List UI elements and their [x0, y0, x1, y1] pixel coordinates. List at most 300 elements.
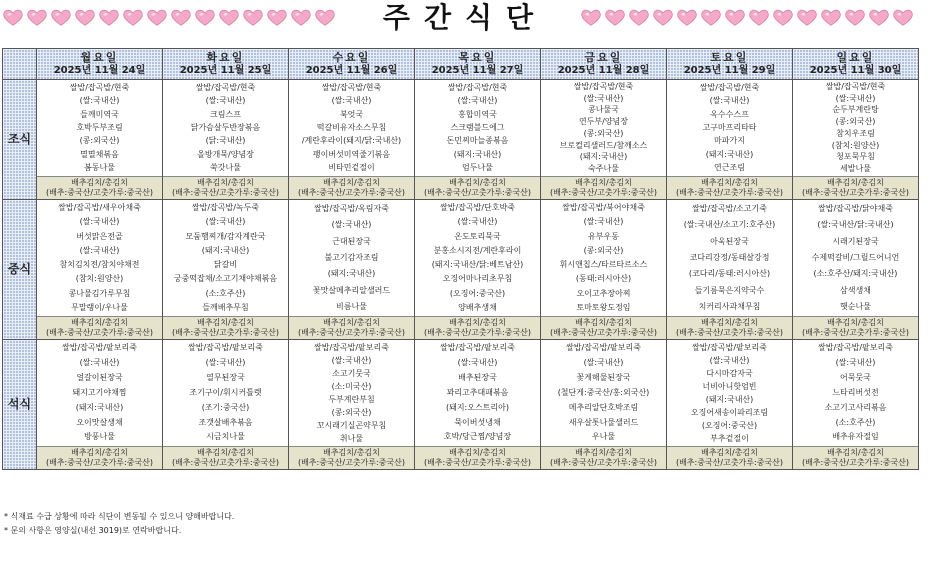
menu-item: 온도토리묵국 [454, 231, 501, 241]
kimchi-text: (배추:중국산/고춧가루:중국산) [675, 458, 784, 467]
kimchi-row [289, 446, 414, 469]
menu-item: (콩:외국산) [583, 245, 624, 255]
kimchi-text: (배추:중국산/고춧가루:중국산) [45, 458, 154, 467]
menu-item: 쌀밥/잡곡밥/팥보리죽 [62, 343, 137, 353]
menu-cell [793, 80, 919, 200]
heart-icon [892, 6, 914, 28]
heart-icon [26, 6, 48, 28]
kimchi-row [667, 446, 792, 469]
menu-item: 쌀밥/잡곡밥/옥림자죽 [314, 204, 389, 214]
menu-item: (쌀:국내산) [583, 93, 624, 103]
menu-item: 코다리강정/동태살강정 [689, 252, 770, 262]
menu-item: (돼지:국내산) [579, 152, 628, 162]
menu-items [541, 80, 666, 176]
day-date: 2025년 11월 28일 [557, 65, 650, 76]
menu-item: 고구마프리타타 [702, 122, 757, 132]
menu-items [289, 80, 414, 176]
day-header-2 [289, 49, 415, 80]
menu-item: 멸멸채볶음 [80, 149, 119, 159]
menu-item: 메추리알단호박조림 [568, 402, 639, 412]
heart-icon [772, 6, 794, 28]
menu-item: (코다리/동태:러시아산) [688, 269, 771, 279]
menu-item: (쌀:국내산) [331, 220, 372, 230]
menu-item: 비름나물 [336, 301, 367, 311]
menu-cell [667, 340, 793, 470]
kimchi-row [541, 176, 666, 199]
day-date: 2025년 11월 25일 [179, 65, 272, 76]
menu-item: 들깨미역국 [80, 109, 119, 119]
menu-cell [163, 200, 289, 340]
menu-item: 쌀밥/잡곡밥/소고기죽 [692, 204, 767, 214]
menu-item: 궁중떡잡채/소고기채야채볶음 [173, 274, 278, 284]
menu-item: 쑥갓나물 [210, 163, 241, 173]
menu-item: (돼지:국내산) [705, 394, 754, 404]
meal-label: 석식 [7, 396, 32, 411]
menu-items [289, 200, 414, 316]
menu-items [163, 340, 288, 446]
meal-row-1 [3, 200, 919, 340]
menu-item: (돼지:국내산) [453, 149, 502, 159]
meal-label: 중식 [7, 261, 32, 276]
kimchi-text: (배추:중국산/고춧가루:중국산) [549, 328, 658, 337]
kimchi-text: (배추:중국산/고춧가루:중국산) [675, 188, 784, 197]
kimchi-text: (배추:중국산/고춧가루:중국산) [801, 458, 910, 467]
menu-item: 연두부/양념장 [578, 117, 629, 127]
menu-cell [541, 200, 667, 340]
menu-item: 너비아니핫엄빈 [702, 381, 757, 391]
kimchi-text: (배추:중국산/고춧가루:중국산) [297, 188, 406, 197]
meal-label: 조식 [7, 131, 32, 146]
kimchi-text: 배추김치/총김치 [323, 448, 380, 457]
kimchi-text: 배추김치/총김치 [701, 318, 758, 327]
menu-item: 근대된장국 [332, 236, 371, 246]
menu-item: 콩나물국 [588, 105, 619, 115]
kimchi-text: 배추김치/총김치 [827, 318, 884, 327]
menu-item: (콩:외국산) [835, 117, 876, 127]
menu-item: 쌀밥/잡곡밥/현죽 [447, 82, 508, 92]
menu-items [163, 200, 288, 316]
menu-item: (쌀:국내산) [835, 93, 876, 103]
kimchi-text: 배추김치/총김치 [323, 178, 380, 187]
heart-icon [844, 6, 866, 28]
menu-item: (쌀:국내산) [331, 96, 372, 106]
heart-icon [724, 6, 746, 28]
menu-item: (쌀:국내산) [205, 96, 246, 106]
menu-item: 마파가지 [714, 136, 745, 146]
menu-item: 분홍소시지전/계란후라이 [433, 245, 522, 255]
menu-item: 쌀밥/잡곡밥/현죽 [69, 82, 130, 92]
kimchi-text: 배추김치/총김치 [197, 178, 254, 187]
day-name: 금요일 [584, 51, 623, 64]
heart-icon [676, 6, 698, 28]
kimchi-text: 배추김치/총김치 [575, 178, 632, 187]
kimchi-row [289, 176, 414, 199]
menu-item: 들깨배추무침 [202, 302, 249, 312]
kimchi-text: 배추김치/총김치 [827, 178, 884, 187]
heart-icon [314, 6, 336, 28]
heart-icon [868, 6, 890, 28]
menu-item: (쌀:국내산) [709, 96, 750, 106]
kimchi-text: 배추김치/총김치 [827, 448, 884, 457]
menu-item: 꽃게해물된장국 [576, 373, 631, 383]
menu-item: (동태:러시아산) [575, 274, 632, 284]
kimchi-row [793, 176, 918, 199]
menu-item: 호박/당근찜/양념장 [443, 432, 512, 442]
menu-item: (참치:원양산) [75, 274, 124, 284]
menu-cell [289, 340, 415, 470]
menu-items [793, 340, 918, 446]
page-title: 주간식단 [382, 1, 548, 34]
menu-item: 닭가슴살두반장볶음 [190, 122, 261, 132]
menu-item: 돈민찌마늘종볶음 [446, 136, 509, 146]
kimchi-text: 배추김치/총김치 [575, 318, 632, 327]
kimchi-row [415, 446, 540, 469]
menu-item: 꽃맛살메추리알샐러드 [312, 285, 391, 295]
day-name: 목요일 [458, 51, 497, 64]
menu-item: 북엇국 [339, 109, 364, 119]
kimchi-row [793, 316, 918, 339]
kimchi-text: 배추김치/총김치 [197, 318, 254, 327]
menu-cell [667, 200, 793, 340]
menu-item: 엄두나물 [462, 163, 493, 173]
menu-item: 쌀밥/잡곡밥/현죽 [573, 81, 634, 91]
kimchi-text: (배추:중국산/고춧가루:중국산) [423, 188, 532, 197]
heart-icon [170, 6, 192, 28]
kimchi-text: (배추:중국산/고춧가루:중국산) [171, 188, 280, 197]
day-header-5 [667, 49, 793, 80]
menu-item: (오징어:중국산) [449, 288, 506, 298]
kimchi-row [163, 316, 288, 339]
heart-icon [194, 6, 216, 28]
menu-item: 시래기된장국 [832, 236, 879, 246]
heart-icon [748, 6, 770, 28]
kimchi-text: (배추:중국산/고춧가루:중국산) [171, 328, 280, 337]
menu-item: 브로컬리샐러드/참깨소스 [559, 140, 648, 150]
kimchi-text: (배추:중국산/고춧가루:중국산) [297, 458, 406, 467]
menu-item: 양배추생채 [458, 302, 497, 312]
kimchi-text: 배추김치/총김치 [449, 448, 506, 457]
menu-item: 쌀밥/잡곡밥/팥보리죽 [818, 343, 893, 353]
menu-item: 오이맛살생채 [76, 417, 123, 427]
kimchi-text: 배추김치/총김치 [701, 178, 758, 187]
menu-item: 방풍나물 [84, 432, 115, 442]
kimchi-text: 배추김치/총김치 [449, 318, 506, 327]
menu-item: (소:호주산/돼지:국내산) [813, 269, 898, 279]
kimchi-text: (배추:중국산/고춧가루:중국산) [171, 458, 280, 467]
menu-item: 쌀밥/잡곡밥/현죽 [321, 82, 382, 92]
kimchi-row [289, 316, 414, 339]
menu-item: (조기:중국산) [201, 402, 250, 412]
menu-item: 스크램블드에그 [450, 122, 505, 132]
heart-icon [266, 6, 288, 28]
kimchi-text: (배추:중국산/고춧가루:중국산) [297, 328, 406, 337]
menu-item: 취나물 [339, 433, 364, 443]
menu-item: (철단게:중국산/홍:외국산) [557, 387, 650, 397]
menu-item: (쌀:국내산) [457, 358, 498, 368]
menu-item: (콩:외국산) [583, 128, 624, 138]
menu-items [37, 340, 162, 446]
day-date: 2025년 11월 29일 [683, 65, 776, 76]
meal-row-0 [3, 80, 919, 200]
day-name: 화요일 [206, 51, 245, 64]
menu-item: (쌀:국내산/닭:국내산) [817, 220, 894, 230]
menu-items [667, 80, 792, 176]
day-date: 2025년 11월 30일 [809, 65, 902, 76]
day-name: 일요일 [836, 51, 875, 64]
menu-item: 떡갈비유자소스무침 [316, 122, 387, 132]
day-name: 수요일 [332, 51, 371, 64]
menu-items [793, 200, 918, 316]
menu-item: 호박두부조림 [76, 122, 123, 132]
kimchi-row [793, 446, 918, 469]
menu-item: (돼지:국내산) [327, 269, 376, 279]
footer-notes [4, 510, 234, 538]
menu-item: 청포묵무침 [836, 152, 875, 162]
menu-item: 아욱된장국 [710, 236, 749, 246]
menu-item: 돼지고기야채찜 [72, 387, 127, 397]
menu-item: (돼지:오스트리아) [445, 402, 510, 412]
menu-item: 봄동나물 [84, 163, 115, 173]
heart-icon [242, 6, 264, 28]
menu-item: 오징어마나리초무침 [442, 274, 513, 284]
menu-item: 홍합미역국 [458, 109, 497, 119]
menu-item: 휘시앤칩스/타르타르소스 [559, 260, 648, 270]
heart-icon [74, 6, 96, 28]
menu-cell [415, 200, 541, 340]
menu-item: 세발나물 [840, 164, 871, 174]
menu-item: 소고기고사리볶음 [824, 402, 887, 412]
kimchi-text: (배추:중국산/고춧가루:중국산) [423, 458, 532, 467]
menu-items [415, 80, 540, 176]
menu-item: 쌀밥/잡곡밥/녹두죽 [191, 203, 260, 213]
menu-items [541, 200, 666, 316]
kimchi-row [415, 176, 540, 199]
heart-icon [122, 6, 144, 28]
heart-icon [652, 6, 674, 28]
menu-item: 올방개묵/양념장 [197, 149, 254, 159]
menu-items [415, 200, 540, 316]
heart-icon [604, 6, 626, 28]
menu-item: (콩:외국산) [331, 407, 372, 417]
menu-item: (쌀:국내산) [79, 217, 120, 227]
menu-item: (돼지:국내산) [201, 245, 250, 255]
menu-items [37, 200, 162, 316]
kimchi-row [37, 176, 162, 199]
menu-item: 쌀밥/잡곡밥/현죽 [825, 81, 886, 91]
menu-item: 오이고추장아찌 [576, 288, 631, 298]
meal-label-cell [3, 340, 37, 470]
menu-item: 어묵뭇국 [840, 373, 871, 383]
heart-decoration-right [580, 6, 914, 34]
menu-item: 닭갈비 [213, 260, 238, 270]
day-name: 토요일 [710, 51, 749, 64]
menu-item: (쌀:국내산) [457, 217, 498, 227]
menu-item: 순두부계란탕 [832, 105, 879, 115]
heart-decoration-left [2, 6, 336, 34]
menu-item: 조기구이/휘시커틀렛 [189, 387, 262, 397]
kimchi-row [415, 316, 540, 339]
menu-item: (참치:원양산) [831, 140, 880, 150]
kimchi-row [667, 176, 792, 199]
heart-icon [146, 6, 168, 28]
kimchi-text: 배추김치/총김치 [323, 318, 380, 327]
menu-item: (쌀:국내산) [79, 96, 120, 106]
kimchi-row [541, 446, 666, 469]
menu-item: 배추유자절임 [832, 432, 879, 442]
meal-row-2 [3, 340, 919, 470]
menu-item: 쌀밥/잡곡밥/새우아채죽 [58, 203, 141, 213]
menu-item: (돼지:국내산) [75, 402, 124, 412]
menu-cell [163, 80, 289, 200]
menu-item: 쌀밥/잡곡밥/팥보리죽 [566, 343, 641, 353]
menu-item: 치커리사과채무침 [698, 301, 761, 311]
menu-cell [415, 80, 541, 200]
menu-item: 옥수수스프 [710, 109, 749, 119]
menu-item: 쌀밥/잡곡밥/현죽 [195, 82, 256, 92]
menu-item: 쌀밥/잡곡밥/닭야채죽 [818, 204, 893, 214]
menu-item: 새우살톳나물샐러드 [568, 417, 639, 427]
kimchi-text: 배추김치/총김치 [575, 448, 632, 457]
menu-item: 크림스프 [210, 109, 241, 119]
menu-cell [793, 200, 919, 340]
kimchi-text: 배추김치/총김치 [449, 178, 506, 187]
meal-label-cell [3, 200, 37, 340]
menu-item: 참치우조림 [836, 128, 875, 138]
menu-items [667, 200, 792, 316]
menu-item: 시금치나물 [206, 432, 245, 442]
menu-item: 우나물 [591, 432, 616, 442]
menu-item: 묵이버섯냉채 [454, 417, 501, 427]
menu-item: 쌀밥/잡곡밥/북어야채죽 [562, 203, 645, 213]
heart-icon [50, 6, 72, 28]
heart-icon [98, 6, 120, 28]
menu-item: (쌀:국내산) [79, 358, 120, 368]
menu-item: 팽이버섯미역줄기볶음 [312, 149, 391, 159]
menu-item: 콩나물김가루무침 [68, 288, 131, 298]
menu-cell [289, 200, 415, 340]
menu-cell [37, 200, 163, 340]
kimchi-text: 배추김치/총김치 [701, 448, 758, 457]
menu-items [289, 340, 414, 446]
menu-item: (돼지:국내산) [705, 149, 754, 159]
menu-item: 들기름묵은지약국수 [694, 285, 765, 295]
kimchi-row [163, 176, 288, 199]
heart-icon [218, 6, 240, 28]
menu-items [37, 80, 162, 176]
menu-item: 숙주나물 [588, 164, 619, 174]
menu-cell [37, 340, 163, 470]
menu-item: 쌀밥/잡곡밥/현죽 [699, 82, 760, 92]
menu-item: (쌀:국내산) [583, 358, 624, 368]
menu-item: (쌀:국내산) [583, 217, 624, 227]
menu-item: (쌀:국내산/소고기:호주산) [683, 220, 776, 230]
menu-item: 유부우동 [588, 231, 619, 241]
note-2: * 문의 사항은 영양실(내선 3019)로 연락바랍니다. [4, 526, 182, 535]
heart-icon [290, 6, 312, 28]
kimchi-text: 배추김치/총김치 [71, 448, 128, 457]
menu-item: 삼색생채 [840, 285, 871, 295]
corner-cell [3, 49, 37, 80]
menu-item: 조갯살배추볶음 [198, 417, 253, 427]
menu-cell [289, 80, 415, 200]
menu-item: (소:미국산) [331, 381, 372, 391]
day-header-1 [163, 49, 289, 80]
menu-item: 느타리버섯전 [832, 387, 879, 397]
day-header-4 [541, 49, 667, 80]
menu-item: (쌀:국내산) [331, 355, 372, 365]
kimchi-text: (배추:중국산/고춧가루:중국산) [45, 188, 154, 197]
menu-cell [793, 340, 919, 470]
menu-item: (돼지:국내산/닭:베트남산) [431, 260, 524, 270]
menu-item: 불고기감자조림 [324, 252, 379, 262]
kimchi-text: (배추:중국산/고춧가루:중국산) [45, 328, 154, 337]
menu-cell [415, 340, 541, 470]
menu-item: 쌀밥/잡곡밥/팥보리죽 [188, 343, 263, 353]
menu-cell [541, 80, 667, 200]
menu-item: (소:호주산) [835, 417, 876, 427]
day-date: 2025년 11월 24일 [53, 65, 146, 76]
note-1: * 식재료 수급 상황에 따라 식단이 변동될 수 있으니 양해바랍니다. [4, 512, 235, 521]
menu-item: (쌀:국내산) [205, 358, 246, 368]
menu-item: (쌀:국내산) [835, 358, 876, 368]
heart-icon [796, 6, 818, 28]
day-header-3 [415, 49, 541, 80]
menu-cell [667, 80, 793, 200]
menu-item: 꼬시래기실곤약무침 [316, 420, 387, 430]
menu-item: 무말랭이/우나물 [71, 302, 128, 312]
day-name: 월요일 [80, 51, 119, 64]
heart-icon [628, 6, 650, 28]
kimchi-row [541, 316, 666, 339]
menu-items [541, 340, 666, 446]
heart-icon [2, 6, 24, 28]
day-date: 2025년 11월 27일 [431, 65, 524, 76]
menu-item: 연근조림 [714, 163, 745, 173]
weekly-menu-table [2, 48, 919, 470]
menu-item: (쌀:국내산) [79, 245, 120, 255]
menu-item: 토마토왕도정임 [576, 302, 631, 312]
menu-item: 쌀밥/잡곡밥/팥보리죽 [440, 343, 515, 353]
menu-item: 참치김치전/참치야채전 [59, 260, 140, 270]
menu-item: 다시마감자국 [706, 368, 753, 378]
kimchi-text: (배추:중국산/고춧가루:중국산) [801, 188, 910, 197]
menu-item: 꽈리고추대패볶음 [446, 387, 509, 397]
menu-item: 얼갈이된장국 [76, 373, 123, 383]
menu-item: 열무된장국 [206, 373, 245, 383]
day-date: 2025년 11월 26일 [305, 65, 398, 76]
menu-item: (소:호주산) [205, 288, 246, 298]
day-header-6 [793, 49, 919, 80]
menu-cell [37, 80, 163, 200]
menu-item: 오징어새송이파리조림 [690, 407, 769, 417]
menu-item: (닭:국내산) [205, 136, 246, 146]
heart-icon [700, 6, 722, 28]
menu-item: 쌀밥/잡곡밥/팥보리죽 [692, 342, 767, 352]
menu-items [415, 340, 540, 446]
menu-item: 배추된장국 [458, 373, 497, 383]
menu-item: 비타민겉절이 [328, 163, 375, 173]
menu-item: 쌀밥/잡곡밥/단호박죽 [440, 203, 515, 213]
kimchi-row [37, 446, 162, 469]
menu-item: (콩:외국산) [79, 136, 120, 146]
kimchi-row [37, 316, 162, 339]
kimchi-text: (배추:중국산/고춧가루:중국산) [423, 328, 532, 337]
kimchi-text: (배추:중국산/고춧가루:중국산) [801, 328, 910, 337]
kimchi-row [163, 446, 288, 469]
menu-item: 모둠햄찌개/감자계란국 [185, 231, 266, 241]
heart-icon [820, 6, 842, 28]
menu-item: (쌀:국내산) [205, 217, 246, 227]
